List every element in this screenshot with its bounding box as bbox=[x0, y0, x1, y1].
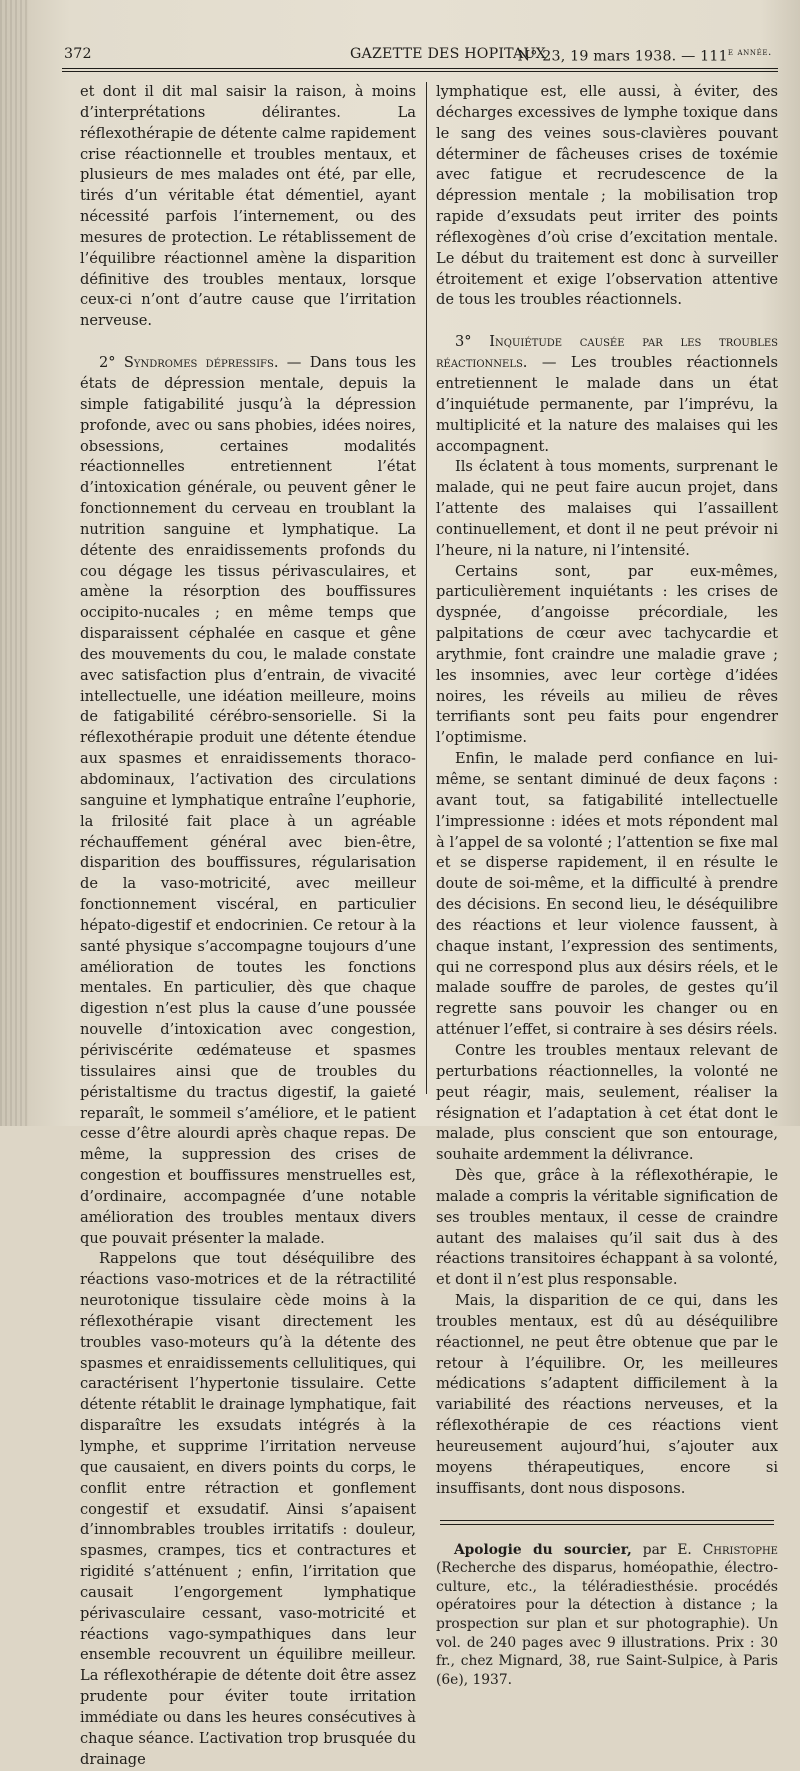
book-details: (Recherche des disparus, homéopathie, électro-culture, etc., la téléradiesthésie. procédés opératoires pour la détection à distance ; la prospection sur plan et sur photographie). Un vol. de 240 pages avec 9 illustrations. Prix : 30 fr., chez Mignard, 38, rue Saint-Sulpice, à Paris (6e), 1937. bbox=[436, 1560, 778, 1688]
book-author: Christophe bbox=[702, 1541, 778, 1558]
book-notice bbox=[436, 1541, 778, 1690]
right-paragraph-7: Dès que, grâce à la réflexothérapie, le malade a compris la véritable signification de ses troubles mentaux, il cesse de craindre autant des malaises qu’il sait dus à des réactions transitoires échappant à sa volonté, et dont il n’est plus responsable. bbox=[436, 1167, 778, 1289]
right-paragraph-3: Ils éclatent à tous moments, surprenant le malade, qui ne peut faire aucun projet, dans l’attente des malaises qui l’assaillent continuellement, et dont il ne peut prévoir ni l’heure, ni la nature, ni l’intensité. bbox=[436, 458, 778, 559]
header-rule-bottom bbox=[62, 71, 778, 72]
page-number: 372 bbox=[64, 46, 92, 62]
running-header bbox=[62, 46, 778, 66]
left-paragraph-1: et dont il dit mal saisir la raison, à moins d’interprétations délirantes. La réflexothérapie de détente calme rapidement crise réactionnelle et troubles mentaux, et plusieurs de mes malades ont été, par elle, tirés d’un véritable état démentiel, ayant nécessité parfois l’internement, ou des mesures de protection. Le rétablissement de l’équilibre réactionnel amène la disparition définitive des troubles mentaux, lorsque ceux-ci n’ont d’autre cause que l’irritation nerveuse. bbox=[80, 83, 416, 330]
left-paragraph-3: Rappelons que tout déséquilibre des réactions vaso-motrices et de la rétractilité neurotonique tissulaire cède moins à la réflexothérapie visant directement les troubles vaso-moteurs qu’à la détente des spasmes et enraidissements cellulitiques, qui caractérisent l’hypertonie tissulaire. Cette détente rétablit le drainage lymphatique, fait disparaître les exsudats intégrés à la lymphe, et supprime l’irritation nerveuse que causaient, en divers points du corps, le conflit entre rétraction et gonflement congestif et exsudatif. Ainsi s’apaisent d’innombrables troubles irritatifs : douleur, spasmes, crampes, tics et contractures et rigidité s’atténuent ; enfin, l’irritation que causait l’engorgement lymphatique périvasculaire cessant, vaso-motricité et réactions vago-sympathiques dans leur ensemble recouvrent un équilibre meilleur. La réflexothérapie de détente doit être assez prudente pour éviter toute irritation immédiate ou dans les heures consécutives à chaque séance. L’activation trop brusquée du drainage bbox=[80, 1250, 416, 1768]
book-title: Apologie du sourcier, bbox=[453, 1541, 632, 1558]
book-notice-text bbox=[436, 1541, 778, 1690]
binding-edge bbox=[0, 0, 28, 1126]
notice-rule-top bbox=[440, 1520, 774, 1521]
section-heading-inquietude: 3° Inquiétude causée par les troubles réactionnels. bbox=[436, 333, 778, 372]
column-separator bbox=[426, 82, 427, 1094]
issue-year-suffix: e année. bbox=[727, 46, 772, 58]
right-paragraph-4: Certains sont, par eux-mêmes, particulièrement inquiétants : les crises de dyspnée, d’angoisse précordiale, les palpitations de cœur avec tachycardie et arythmie, font craindre une maladie grave ; les insomnies, avec leur cortège d’idées noires, les réveils au milieu de rêves terrifiants sont peu faits pour engendrer l’optimisme. bbox=[436, 562, 778, 747]
right-paragraph-8: Mais, la disparition de ce qui, dans les troubles mentaux, est dû au déséquilibre réactionnel, ne peut être obtenue que par le retour à l’équilibre. Or, les meilleures médications s’adaptent difficilement à la variabilité des réactions nerveuses, et la réflexothérapie de ces réactions vient heureusement aujourd’hui, s’ajouter aux moyens thérapeutiques, encore si insuffisants, dont nous disposons. bbox=[436, 1292, 778, 1497]
header-rule-top bbox=[62, 68, 778, 69]
right-column bbox=[436, 82, 778, 1689]
left-paragraph-2 bbox=[80, 353, 416, 1249]
right-paragraph-5: Enfin, le malade perd confiance en lui-même, se sentant diminué de deux façons : avant tout, sa fatigabilité intellectuelle l’impressionne : idées et mots répondent mal à l’appel de sa volonté ; l’attention se fixe mal et se disperse rapidement, il en résulte le doute de soi-même, et la difficulté à prendre des décisions. En second lieu, le déséquilibre des réactions et leur violence faussent, à chaque instant, l’expression des sentiments, qui ne correspond plus aux désirs réels, et le malade souffre de paroles, de gestes qu’il regrette sans pouvoir les changer ou en atténuer l’effet, si contraire à ses désirs réels. bbox=[436, 750, 778, 1039]
right-paragraph-2 bbox=[436, 332, 778, 457]
journal-title: GAZETTE DES HOPITAUX bbox=[350, 46, 546, 62]
right-paragraph-2-text: — Les troubles réactionnels entretiennent le malade dans un état d’inquiétude permanente, par l’imprévu, la multiplicité et la nature des malaises qui les accompagnent. bbox=[436, 354, 778, 455]
book-author-prefix: par E. bbox=[631, 1541, 703, 1558]
left-column bbox=[80, 82, 416, 1771]
right-paragraph-1: lymphatique est, elle aussi, à éviter, des décharges excessives de lymphe toxique dans le sang des veines sous-clavières pouvant déterminer de fâcheuses crises de toxémie avec fatigue et recrudescence de la dépression mentale ; la mobilisation trop rapide d’exsudats peut irriter des points réflexogènes d’où crise d’excitation mentale. Le début du traitement est donc à surveiller étroitement et exige l’observation attentive de tous les troubles réactionnels. bbox=[436, 83, 778, 309]
section-heading-syndromes: 2° Syndromes dépressifs. bbox=[98, 354, 279, 372]
issue-date-text: N° 23, 19 mars 1938. — 111 bbox=[517, 48, 728, 65]
left-paragraph-2-text: — Dans tous les états de dépression mentale, depuis la simple fatigabilité jusqu’à la dépression profonde, avec ou sans phobies, idées noires, obsessions, certaines modalités réactionnelles entretiennent l’état d’intoxication générale, ou peuvent gêner le fonctionnement du cerveau en troublant la nutrition sanguine et lymphatique. La détente des enraidissements profonds du cou dégage les tissus périvasculaires, et amène la résorption des bouffissures occipito-nucales ; en même temps que disparaissent céphalée en casque et gêne des mouvements du cou, le malade constate avec satisfaction plus d’entrain, de vivacité intellectuelle, une idéation meilleure, moins de fatigabilité cérébro-sensorielle. Si la réflexothérapie produit une détente étendue aux spasmes et enraidissements thoraco-abdominaux, l’activation des circulations sanguine et lymphatique entraîne l’euphorie, la frilosité fait place à un agréable réchauffement général avec bien-être, disparition des bouffissures, régularisation de la vaso-motricité, avec meilleur fonctionnement viscéral, en particulier hépato-digestif et endocrinien. Ce retour à la santé physique s’accompagne toujours d’une amélioration de toutes les fonctions mentales. En particulier, dès que chaque digestion n’est plus la cause d’une poussée nouvelle d’intoxication avec congestion, périviscérite œdémateuse et spasmes tissulaires ainsi que de troubles du péristaltisme du tractus digestif, la gaieté reparaît, le sommeil s’améliore, et le patient cesse d’être alourdi après chaque repas. De même, la suppression des crises de congestion et bouffissures menstruelles est, d’ordinaire, accompagnée d’une notable amélioration des troubles mentaux divers que pouvait présenter la malade. bbox=[80, 354, 416, 1247]
issue-date bbox=[518, 46, 772, 65]
notice-rule-bottom bbox=[440, 1524, 774, 1525]
right-paragraph-6: Contre les troubles mentaux relevant de perturbations réactionnelles, la volonté ne peut réagir, mais, seulement, réaliser la résignation et l’adaptation à cet état dont le malade, plus conscient que son entourage, souhaite ardemment la délivrance. bbox=[436, 1041, 778, 1164]
